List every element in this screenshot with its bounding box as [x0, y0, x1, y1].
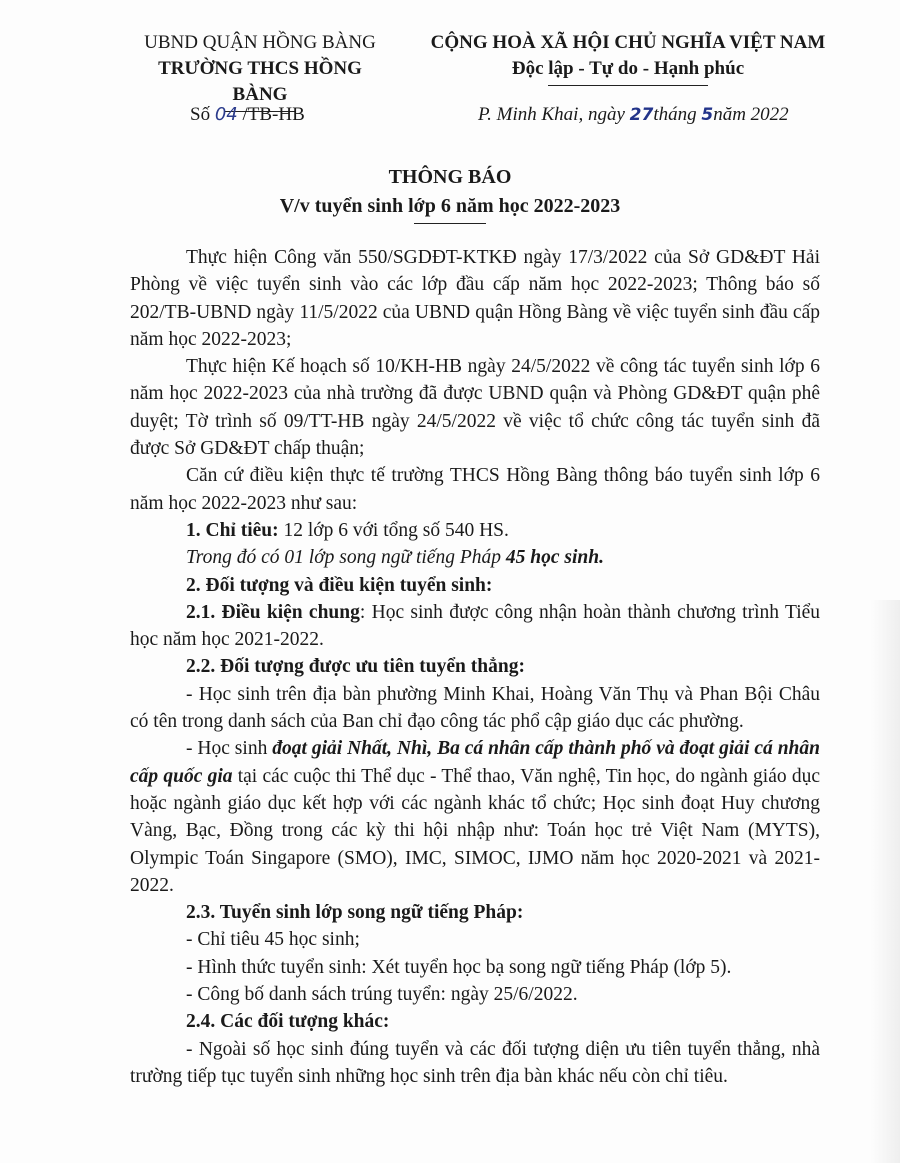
date-month-label: tháng — [653, 104, 697, 125]
date-month-handwritten: 5 — [701, 105, 714, 125]
date-line — [478, 104, 789, 126]
paragraph-basis-2: Thực hiện Kế hoạch số 10/KH-HB ngày 24/5/2022 về công tác tuyển sinh lớp 6 năm học 2022-2023 của nhà trường đã được UBND quận và Phòng GD&ĐT quận phê duyệt; Tờ trình số 09/TT-HB ngày 24/5/2022 về việc tổ chức công tác tuyển sinh đã được Sở GD&ĐT chấp thuận; — [130, 356, 820, 460]
section-quota — [130, 517, 820, 544]
general-conditions-label: 2.1. Điều kiện chung — [186, 601, 360, 623]
document-title: THÔNG BÁO — [388, 166, 512, 188]
country-name: CỘNG HOÀ XÃ HỘI CHỦ NGHĨA VIỆT NAM — [430, 32, 826, 53]
other-item: - Ngoài số học sinh đúng tuyển và các đối tượng diện ưu tiên tuyển thẳng, nhà trường tiếp tục tuyển sinh những học sinh trên địa bàn khác nếu còn chỉ tiêu. — [130, 1038, 820, 1087]
french-item-method: - Hình thức tuyển sinh: Xét tuyển học bạ song ngữ tiếng Pháp (lớp 5). — [186, 956, 732, 978]
french-item-quota: - Chỉ tiêu 45 học sinh; — [186, 929, 360, 951]
document-subject: V/v tuyển sinh lớp 6 năm học 2022-2023 — [279, 195, 621, 217]
section-quota-text: 12 lớp 6 với tổng số 540 HS. — [278, 519, 509, 541]
section-eligibility-heading: 2. Đối tượng và điều kiện tuyển sinh: — [186, 574, 493, 596]
school-name: TRƯỜNG THCS HỒNG BÀNG — [158, 58, 362, 105]
section-other-heading: 2.4. Các đối tượng khác: — [186, 1011, 390, 1033]
section-general-conditions — [130, 599, 820, 654]
motto-underline — [548, 85, 708, 86]
section-french-heading: 2.3. Tuyển sinh lớp song ngữ tiếng Pháp: — [186, 902, 524, 924]
awards-post: tại các cuộc thi Thể dục - Thể thao, Văn nghệ, Tin học, do ngành giáo dục hoặc ngành giáo dục kết hợp với các ngành khác tổ chức; Học sinh đoạt Huy chương Vàng, Bạc, Đồng trong các kỳ thi hội nhập như: Toán học trẻ Việt Nam (MYTS), Olympic Toán Singapore (SMO), IMC, SIMOC, IJMO năm học 2020-2021 và 2021-2022. — [130, 765, 820, 896]
section-quota-label: 1. Chỉ tiêu: — [186, 519, 279, 541]
section-priority-heading: 2.2. Đối tượng được ưu tiên tuyển thẳng: — [186, 656, 525, 678]
section-quota-note — [130, 544, 820, 571]
date-place: P. Minh Khai, ngày — [478, 104, 625, 125]
doc-number-suffix: /TB-HB — [242, 104, 305, 125]
document-number — [190, 104, 305, 126]
issuer-block — [140, 30, 380, 112]
date-day-handwritten: 27 — [629, 105, 654, 125]
paragraph-basis-1: Thực hiện Công văn 550/SGDĐT-KTKĐ ngày 17/3/2022 của Sở GD&ĐT Hải Phòng về việc tuyển sinh vào các lớp đầu cấp năm học 2022-2023; Thông báo số 202/TB-UBND ngày 11/5/2022 của UBND quận Hồng Bàng về việc tuyển sinh đầu cấp năm học 2022-2023; — [130, 247, 820, 350]
awards-emphasis: đoạt giải Nhất, Nhì, Ba cá nhân cấp thành phố và đoạt giải cá nhân cấp quốc gia — [130, 738, 820, 787]
priority-item-residents: - Học sinh trên địa bàn phường Minh Khai, Hoàng Văn Thụ và Phan Bội Châu có tên trong danh sách của Ban chỉ đạo công tác phổ cập giáo dục các phường. — [130, 683, 820, 733]
document-body — [130, 244, 820, 1090]
page-edge-shadow — [870, 600, 900, 1163]
subject-underline — [414, 223, 486, 224]
date-year: năm 2022 — [713, 104, 789, 125]
national-header — [408, 30, 848, 86]
awards-pre: - Học sinh — [186, 738, 273, 760]
document-title-block — [0, 163, 900, 224]
paragraph-basis-3: Căn cứ điều kiện thực tế trường THCS Hồng Bàng thông báo tuyển sinh lớp 6 năm học 2022-2023 như sau: — [130, 465, 820, 514]
quota-note-text: Trong đó có 01 lớp song ngữ tiếng Pháp — [186, 547, 506, 569]
french-item-announcement: - Công bố danh sách trúng tuyển: ngày 25/6/2022. — [186, 984, 578, 1006]
priority-item-awards — [130, 735, 820, 899]
quota-note-count: 45 học sinh. — [505, 547, 604, 569]
general-conditions-text: : Học sinh được công nhận hoàn thành chương trình Tiểu học năm học 2021-2022. — [130, 601, 821, 651]
doc-number-handwritten: 04 — [214, 104, 238, 125]
issuing-authority: UBND QUẬN HỒNG BÀNG — [144, 32, 376, 53]
national-motto: Độc lập - Tự do - Hạnh phúc — [511, 58, 745, 79]
doc-number-prefix: Số — [190, 104, 211, 125]
